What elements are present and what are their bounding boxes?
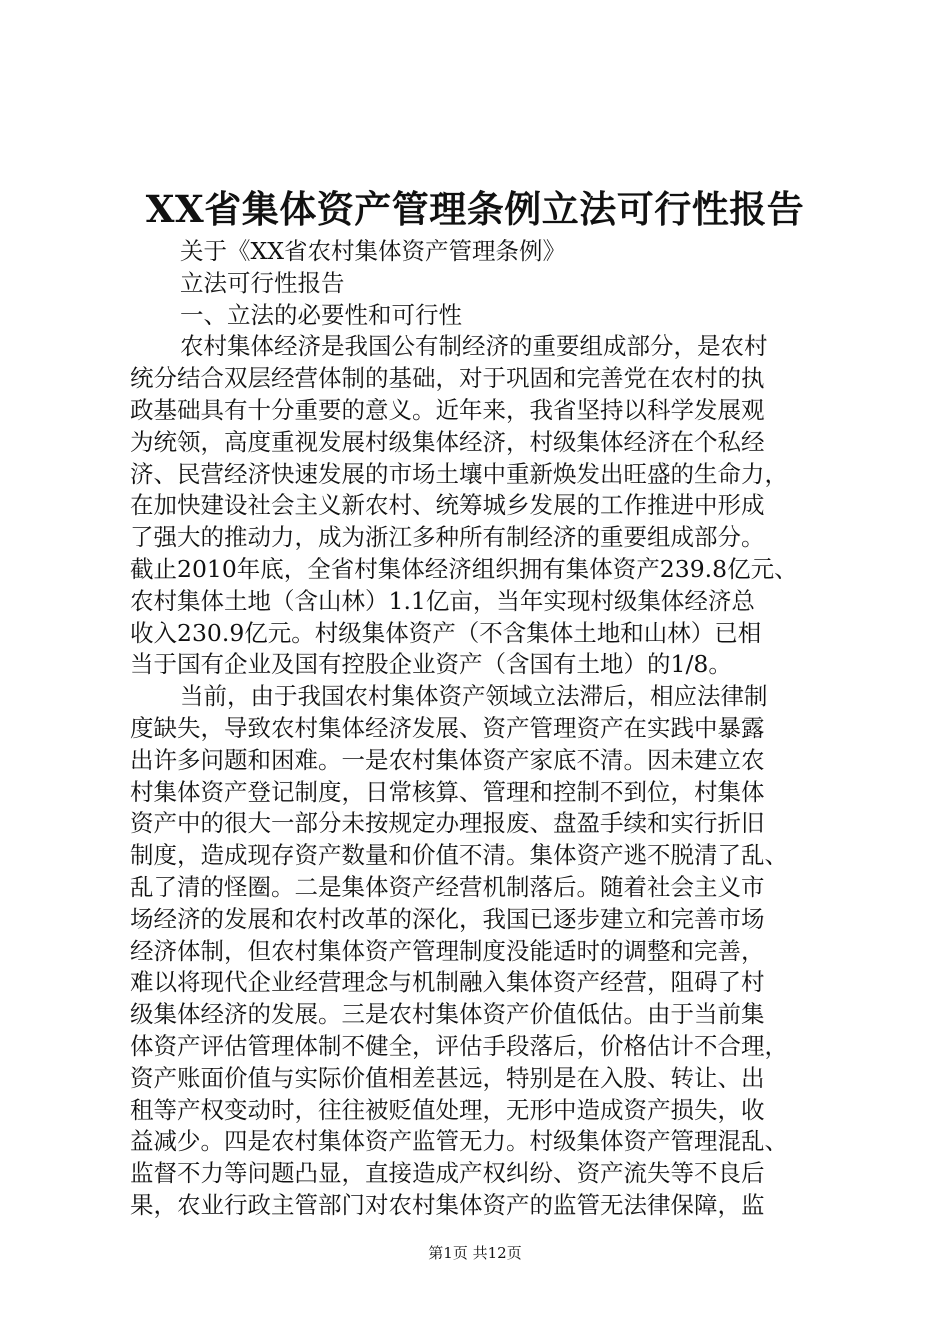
page-footer: 第1页 共12页 xyxy=(428,1244,522,1262)
text-line: 益减少。四是农村集体资产监管无力。村级集体资产管理混乱、 xyxy=(130,1127,788,1156)
text-line: 了强大的推动力，成为浙江多种所有制经济的重要组成部分。 xyxy=(130,523,765,552)
text-line: 度缺失，导致农村集体经济发展、资产管理资产在实践中暴露 xyxy=(130,713,765,742)
text-line: 立法可行性报告 xyxy=(180,268,345,297)
text-line: 制度，造成现存资产数量和价值不清。集体资产逃不脱清了乱、 xyxy=(130,841,788,870)
text-line: 出许多问题和困难。一是农村集体资产家底不清。因未建立农 xyxy=(130,745,765,774)
text-line: 体资产评估管理体制不健全，评估手段落后，价格估计不合理， xyxy=(130,1031,788,1060)
text-line: 截止2010年底，全省村集体经济组织拥有集体资产239.8亿元、 xyxy=(130,554,798,583)
text-line: 级集体经济的发展。三是农村集体资产价值低估。由于当前集 xyxy=(130,1000,765,1029)
text-line: 为统领，高度重视发展村级集体经济，村级集体经济在个私经 xyxy=(130,427,765,456)
text-line: 济、民营经济快速发展的市场土壤中重新焕发出旺盛的生命力， xyxy=(130,459,788,488)
text-line: 场经济的发展和农村改革的深化，我国已逐步建立和完善市场 xyxy=(130,904,765,933)
text-line: 监督不力等问题凸显，直接造成产权纠纷、资产流失等不良后 xyxy=(130,1159,765,1188)
text-line: 果，农业行政主管部门对农村集体资产的监管无法律保障，监 xyxy=(130,1190,765,1219)
text-line: 在加快建设社会主义新农村、统筹城乡发展的工作推进中形成 xyxy=(130,491,765,520)
text-line: 农村集体土地（含山林）1.1亿亩，当年实现村级集体经济总 xyxy=(130,586,755,615)
text-line: 政基础具有十分重要的意义。近年来，我省坚持以科学发展观 xyxy=(130,395,765,424)
text-line: 乱了清的怪圈。二是集体资产经营机制落后。随着社会主义市 xyxy=(130,872,765,901)
text-line: 经济体制，但农村集体资产管理制度没能适时的调整和完善， xyxy=(130,936,765,965)
text-line: 资产账面价值与实际价值相差甚远，特别是在入股、转让、出 xyxy=(130,1063,765,1092)
text-line: 关于《XX省农村集体资产管理条例》 xyxy=(180,237,566,265)
text-line: 租等产权变动时，往往被贬值处理，无形中造成资产损失，收 xyxy=(130,1095,765,1124)
text-line: 当前，由于我国农村集体资产领域立法滞后，相应法律制 xyxy=(180,682,768,711)
document-body xyxy=(130,236,835,1222)
document-title: XX省集体资产管理条例立法可行性报告 xyxy=(145,187,805,231)
text-line: 资产中的很大一部分未按规定办理报废、盘盈手续和实行折旧 xyxy=(130,809,765,838)
text-line: 当于国有企业及国有控股企业资产（含国有土地）的1/8。 xyxy=(130,650,732,679)
text-line: 统分结合双层经营体制的基础，对于巩固和完善党在农村的执 xyxy=(130,364,765,393)
text-line: 村集体资产登记制度，日常核算、管理和控制不到位，村集体 xyxy=(130,777,765,806)
text-line: 收入230.9亿元。村级集体资产（不含集体土地和山林）已相 xyxy=(130,618,762,647)
text-line: 农村集体经济是我国公有制经济的重要组成部分，是农村 xyxy=(180,332,768,361)
text-line: 难以将现代企业经营理念与机制融入集体资产经营，阻碍了村 xyxy=(130,968,765,997)
section-heading: 一、立法的必要性和可行性 xyxy=(180,300,462,329)
